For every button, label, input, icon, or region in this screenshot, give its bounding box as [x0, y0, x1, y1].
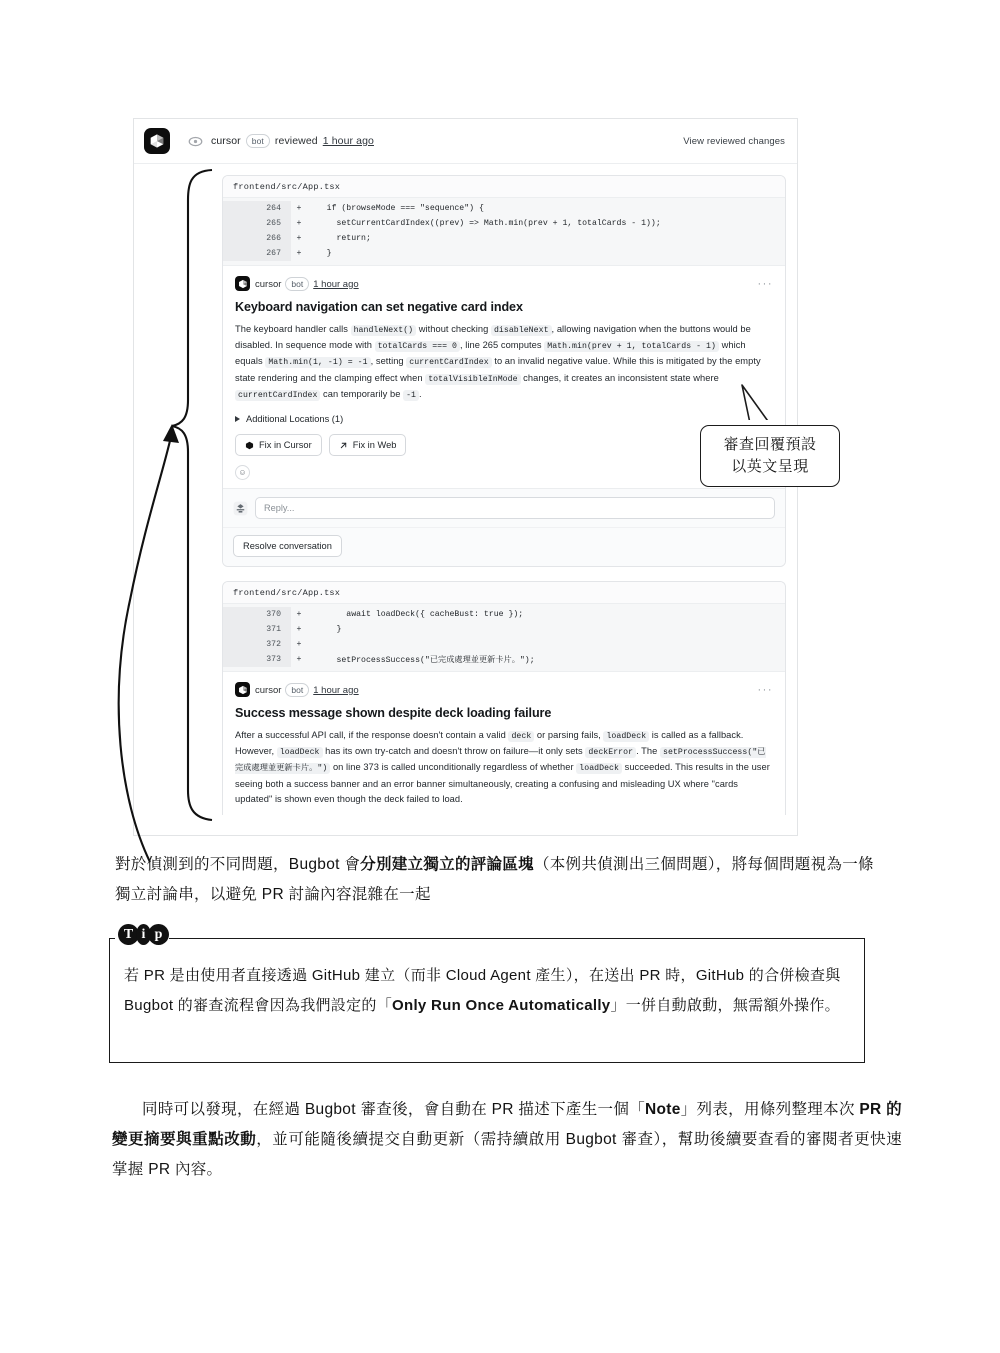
inline-code: currentCardIndex: [235, 390, 320, 401]
view-reviewed-changes-link[interactable]: View reviewed changes: [683, 135, 785, 147]
diff-block-2: [223, 603, 785, 672]
review-timestamp[interactable]: 1 hour ago: [322, 135, 374, 147]
diff-code: }: [307, 249, 332, 258]
cursor-cube-icon: [245, 441, 254, 450]
inline-code: loadDeck: [277, 747, 323, 758]
p1-seg1: 對於偵測到的不同問題，Bugbot 會: [115, 856, 361, 873]
diff-code: return;: [307, 234, 371, 243]
file-path-header-1[interactable]: frontend/src/App.tsx: [223, 176, 785, 197]
comment-menu-icon[interactable]: ···: [757, 683, 773, 696]
p3-seg3: ，並可能隨後續提交自動更新（需持續啟用 Bugbot 審查），幫助後續要查看的審閱者更快速掌握 PR 內容。: [112, 1131, 903, 1178]
cursor-avatar-icon: [235, 276, 250, 291]
comment-timestamp[interactable]: 1 hour ago: [313, 684, 359, 696]
diff-code: setCurrentCardIndex((prev) => Math.min(prev + 1, totalCards - 1));: [307, 219, 661, 228]
inline-code: -1: [403, 390, 419, 401]
eye-icon: [188, 134, 203, 149]
fix-button-row: [235, 434, 773, 456]
comment-body-1: The keyboard handler calls handleNext() without checking disableNext , allowing navigation when the buttons would be disabled. In sequence mode with totalCards === 0 , line 265 computes Math.min(prev + 1, totalCards - 1) which equals Math.min(1, -1) = -1 , setting currentCardIndex to an invalid negative value. While this is mitigated by the empty state rendering and the clamping effect when totalVisibleInMode changes, it creates an inconsistent state where currentCardIndex can temporarily be -1 .: [235, 324, 761, 400]
inline-code: currentCardIndex: [406, 357, 491, 368]
inline-code: totalVisibleInMode: [425, 374, 520, 385]
p3-seg2: 」列表，用條列整理本次: [680, 1101, 860, 1118]
comment-2: [223, 672, 785, 815]
diff-code: if (browseMode === "sequence") {: [307, 204, 484, 213]
inline-code: Math.min(prev + 1, totalCards - 1): [544, 341, 719, 352]
tip-seg1: 若 PR 是由使用者直接透過 GitHub 建立（而非 Cloud Agent 產生），在送出 PR 時，GitHub 的合併檢查與 Bugbot 的審查流程會因為我們設定的「: [124, 967, 841, 1014]
additional-locations-toggle[interactable]: [235, 414, 773, 424]
diff-marker: +: [296, 655, 302, 665]
line-number: 264: [223, 201, 291, 216]
tip-box: [109, 927, 865, 1063]
reply-row: [223, 488, 785, 527]
arrow-up-right-icon: [339, 441, 348, 450]
tip-letter-i: i: [136, 924, 151, 945]
p3-bold2: PR 的變更摘要與重點改動: [112, 1101, 902, 1148]
p1-bold1: 分別建立獨立的評論區塊: [360, 856, 534, 873]
callout-bubble: [700, 425, 840, 487]
diff-row: [223, 201, 785, 216]
bot-badge: bot: [246, 134, 270, 148]
line-number: 267: [223, 246, 291, 261]
line-number: 373: [223, 652, 291, 667]
comment-title-1: Keyboard navigation can set negative card index: [235, 300, 523, 314]
comment-title-2: Success message shown despite deck loading failure: [235, 706, 552, 721]
line-number: 265: [223, 216, 291, 231]
comment-body-2: After a successful API call, if the response doesn't contain a valid deck or parsing fails, loadDeck is called as a fallback. However, loadDeck has its own try-catch and doesn't throw on failure—it only sets deckError . The setProcessSuccess("已完成處理並更新卡片。") on line 373 is called unconditionally regardless of whether loadDeck succeeded. This results in the user seeing both a success banner and an error banner simultaneously, creating a confusing and misleading UX where "cards updated" is shown even though the deck failed to load.: [235, 730, 770, 804]
diff-code: await loadDeck({ cacheBust: true });: [307, 610, 524, 620]
diff-marker: +: [296, 610, 302, 620]
tip-bold1: Only Run Once Automatically: [392, 997, 611, 1014]
comment-timestamp[interactable]: 1 hour ago: [313, 278, 359, 290]
paragraph-3: [112, 1095, 902, 1185]
bot-badge: bot: [285, 277, 309, 291]
diff-row: [223, 246, 785, 261]
diff-block-1: [223, 197, 785, 266]
diff-row: [223, 216, 785, 231]
fix-in-web-label: Fix in Web: [352, 440, 397, 451]
paragraph-1: [115, 850, 875, 910]
comment-author[interactable]: cursor: [255, 684, 282, 696]
callout-line-1: 審查回覆預設: [723, 436, 817, 453]
bot-badge: bot: [285, 683, 309, 697]
diff-marker: +: [296, 249, 302, 258]
fix-in-cursor-label: Fix in Cursor: [259, 440, 312, 451]
diff-marker: +: [296, 234, 302, 243]
diff-marker: +: [296, 204, 302, 213]
review-header: [134, 119, 797, 164]
tip-text: [124, 961, 852, 1021]
tip-letter-p: p: [148, 924, 169, 945]
diff-code: }: [307, 625, 342, 635]
inline-code: loadDeck: [576, 763, 622, 774]
line-number: 371: [223, 622, 291, 637]
inline-code: deck: [508, 731, 534, 742]
line-number: 370: [223, 607, 291, 622]
diff-row: [223, 652, 785, 667]
github-review-screenshot: [133, 118, 798, 836]
p3-seg1: 同時可以發現，在經過 Bugbot 審查後，會自動在 PR 描述下產生一個「: [142, 1101, 646, 1118]
cursor-avatar-icon: [235, 682, 250, 697]
tip-letter-t: T: [118, 924, 139, 945]
callout-line-2: 以英文呈現: [731, 458, 809, 475]
resolve-row: [223, 527, 785, 566]
cursor-avatar-icon: [144, 128, 170, 154]
inline-code: disableNext: [491, 325, 552, 336]
diff-marker: +: [296, 625, 302, 635]
diff-marker: +: [296, 219, 302, 228]
review-action: reviewed: [274, 135, 318, 147]
comment-header: [235, 276, 773, 291]
p1-seg2: （本例共偵測出三個問題），將每個問題視為一條獨立討論串，以避免 PR 討論內容混雜在一起: [115, 856, 874, 903]
diff-marker: +: [296, 640, 302, 650]
review-thread-1: [222, 175, 786, 567]
inline-code: deckError: [585, 747, 636, 758]
line-number: 266: [223, 231, 291, 246]
resolve-conversation-button[interactable]: Resolve conversation: [233, 535, 342, 557]
comment-header: [235, 682, 773, 697]
diff-row: [223, 607, 785, 622]
diff-row: [223, 231, 785, 246]
comment-author[interactable]: cursor: [255, 278, 282, 290]
inline-code: totalCards === 0: [375, 341, 460, 352]
inline-code: setProcessSuccess("已完成處理並更新卡片。"): [235, 748, 766, 774]
file-path-header-2[interactable]: frontend/src/App.tsx: [223, 582, 785, 603]
diff-row: [223, 637, 785, 652]
comment-menu-icon[interactable]: ···: [757, 277, 773, 290]
inline-code: Math.min(1, -1) = -1: [265, 357, 370, 368]
tip-seg2: 」一併自動啟動，無需額外操作。: [610, 997, 840, 1014]
fix-in-cursor-button[interactable]: [235, 434, 322, 456]
diff-code: setProcessSuccess("已完成處理並更新卡片。");: [307, 656, 535, 666]
line-number: 372: [223, 637, 291, 652]
add-reaction-button[interactable]: ☺: [235, 465, 250, 480]
reviewer-name[interactable]: cursor: [211, 135, 241, 147]
review-meta: [211, 134, 374, 148]
additional-locations-label: Additional Locations (1): [246, 414, 344, 425]
reply-input[interactable]: Reply...: [255, 497, 775, 519]
inline-code: handleNext(): [351, 325, 417, 336]
inline-code: loadDeck: [603, 731, 649, 742]
chevron-right-icon: [235, 416, 240, 422]
p3-bold1: Note: [645, 1101, 681, 1118]
review-thread-2: [222, 581, 786, 815]
diff-row: [223, 622, 785, 637]
fix-in-web-button[interactable]: [329, 434, 407, 456]
tip-badge: [115, 924, 169, 945]
user-avatar-icon: [233, 501, 248, 516]
